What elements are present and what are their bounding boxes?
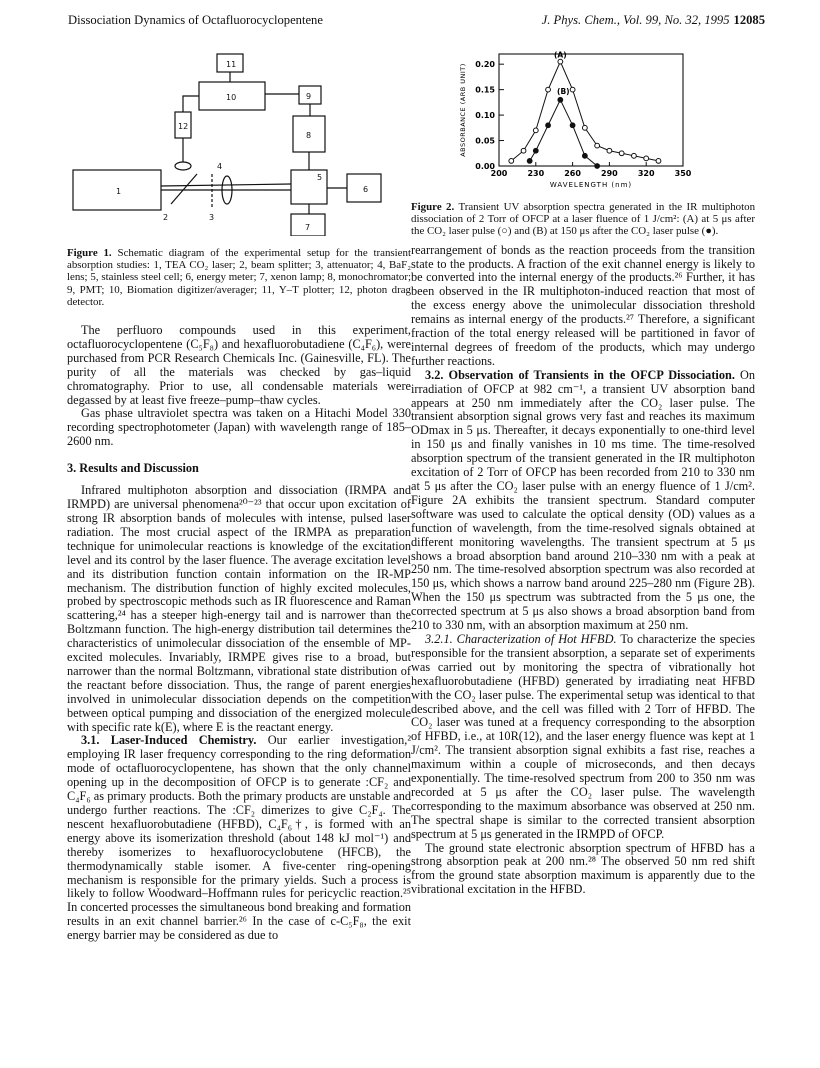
figure-2-caption: Figure 2. Transient UV absorption spectra generated in the IR multiphoton dissociation of 2 Torr of OFCP at a laser fluence of 1 J/cm²: (A) at 5 μs after the CO₂ laser pulse (○) and (B) at 150 μs after the CO₂ laser pulse (●). [411, 201, 756, 238]
paragraph-rearrangement: rearrangement of bonds as the reaction proceeds from the transition state to the products. A fraction of the exit channel energy is likely to be converted into the internal energy of the products.²⁶ Further, it has been observed in the IR multiphoton-induced reaction that most of the excess energy above the unimolecular dissociation threshold remains as internal energy of the products.²⁷ Therefore, a significant fraction of the total energy released will be partitioned in favor of internal degrees of freedom of the products, which may undergo further reactions. [411, 242, 755, 368]
right-column [411, 44, 755, 897]
paragraph-materials: The perfluoro compounds used in this experiment, octafluorocyclopentene (C₅F₈) and hexafluorobutadiene (C₄F₆), were purchased from PCR Research Chemicals Inc. (Gainesville, FL). The purity of all the materials was checked by gas–liquid chromatography. Prior to use, all condensable materials were degassed by at least five freeze–pump–thaw cycles. [67, 323, 411, 407]
page-number: 12085 [733, 13, 765, 27]
label-12: 12 [178, 122, 189, 131]
data-point [546, 123, 551, 128]
x-tick-label: 290 [601, 169, 618, 178]
figure-2 [411, 44, 755, 238]
label-6: 6 [363, 185, 369, 194]
paragraph-spectra: Gas phase ultraviolet spectra was taken on a Hitachi Model 330 recording spectrophotometer (Japan) with wavelength range of 185–2600 nm. [67, 406, 411, 449]
data-point [570, 123, 575, 128]
paragraph-irmpd: Infrared multiphoton absorption and dissociation (IRMPA and IRMPD) are universal phenomena²⁰⁻²³ that occur upon excitation of strong IR absorption bands of molecules with intense, pulsed laser radiation. The most crucial aspect of the IRMPA as preparation technique for unimolecular reactions is knowledge of the excitation level and its control by the laser fluence. The average excitation level and its distribution function contain information on the IR-MP mechanism. The distribution function of highly excited molecules, probed by spectroscopic methods such as IR fluorescence and Raman scattering,²⁴ has a steeper high-energy tail and is narrower than the Boltzmann function. The high-energy distribution tail determines the characteristics of unimolecular dissociation of the ensemble of MP-excited molecules. Invariably, IRMPE gives rise to a broad, but narrower than the normal Boltzmann, vibrational state distribution of the reactant before dissociation. Thus, the range of parent energies involved in unimolecular dissociation depends on the competition between optical pumping and dissociation of the energized molecule with specific rate k(E), where E is the reactant energy. [67, 483, 411, 734]
running-title: Dissociation Dynamics of Octafluorocyclopentene [68, 13, 323, 27]
absorption-chart [411, 44, 755, 192]
data-point [533, 148, 538, 153]
label-7: 7 [305, 223, 311, 232]
label-5: 5 [317, 173, 323, 182]
y-tick-label: 0.20 [475, 60, 495, 70]
series-label-a: (A) [553, 50, 567, 60]
y-axis-label: ABSORBANCE (ARB UNIT) [459, 63, 467, 157]
series-label-b: (B) [557, 86, 570, 96]
label-1: 1 [116, 187, 122, 196]
setup-diagram [67, 44, 411, 236]
paragraph-laser-chemistry: 3.1. Laser-Induced Chemistry. Our earlier investigation,² employing IR laser frequency corresponding to the ring deformation mode of octafluorocyclopentene, has shown that the only channel opening up in the decomposition of OFCP is to generate :CF₂ and C₄F₆ as primary products. Both the primary products are unstable and undergo further reactions. The :CF₂ dimerizes to give C₂F₄. The nescent hexafluorobutadiene (HFBD), C₄F₆†, is formed with an energy above its isomerization threshold (about 148 kJ mol⁻¹) and thereby isomerizes to hexafluorocyclobutene (HFCB), the thermodynamically stable isomer. A five-center ring-opening mechanism is responsible for the primary yields. Such a process is likely to follow Woodward–Hoffmann rules for pericyclic reaction.²⁵ In concerted processes the simultaneous bond breaking and formation results in an exit channel barrier.²⁶ In the case of c-C₅F₈, the exit energy barrier may be considered as due to [67, 733, 411, 943]
paragraph-transients: 3.2. Observation of Transients in the OFCP Dissociation. On irradiation of OFCP at 982 cm⁻¹, a transient UV absorption band appears at 250 nm immediately after the CO₂ laser pulse. The transient absorption signal grows very fast and reaches its maximum ODmax in 5 μs. Thereafter, it decays exponentially to one-third level in 150 μs and finally vanishes in 10 ms time. The time-resolved absorption spectrum of the transient generated in the IR multiphoton excitation of 2 Torr of OFCP has been recorded from 210 to 330 nm at 5 μs after the CO₂ laser pulse with an energy fluence of 1 J/cm². Figure 2A exhibits the transient spectrum. Standard computer software was used to calculate the optical density (OD) values as a function of wavelength, from the time-resolved signals obtained at different monitoring wavelengths. The transient spectrum at 5 μs shows a broad absorption band around 210–330 nm with a peak at 250 nm. The time-resolved absorption spectrum was also recorded at 150 μs, which shows a narrow band around 225–280 nm (Figure 2B). When the 150 μs spectrum was subtracted from the 5 μs one, the corrected spectrum at 5 μs also shows a broad absorption band from 210 to 330 nm, with an absorption maximum at 250 nm. [411, 367, 755, 633]
x-tick-label: 200 [490, 169, 508, 178]
y-tick-label: 0.10 [475, 111, 495, 121]
data-point [582, 153, 587, 158]
data-point [509, 159, 514, 164]
y-tick-label: 0.00 [475, 162, 495, 171]
data-point [527, 159, 532, 164]
journal-citation: J. Phys. Chem., Vol. 99, No. 32, 1995 12085 [541, 13, 765, 27]
label-8: 8 [306, 131, 312, 140]
x-tick-label: 230 [527, 169, 545, 178]
data-point [632, 153, 637, 158]
label-10: 10 [226, 93, 237, 102]
section-heading-results: 3. Results and Discussion [67, 461, 199, 476]
plot-frame [499, 54, 683, 166]
x-axis-label: WAVELENGTH (nm) [549, 181, 633, 189]
data-point [558, 97, 563, 102]
data-point [533, 128, 538, 133]
data-point [656, 159, 661, 164]
data-point [644, 156, 649, 161]
figure-1 [67, 44, 411, 308]
data-point [521, 148, 526, 153]
label-2: 2 [163, 213, 169, 222]
label-3: 3 [209, 213, 215, 222]
paragraph-hot-hfbd: 3.2.1. Characterization of Hot HFBD. To characterize the species responsible for the transient absorption, a separate set of experiments was carried out by monitoring the spectra of vibrationally hot hexafluorobutadiene (HFBD) generated by irradiating neat HFBD with the CO₂ laser pulse. The experimental setup was identical to that described above, and the cell was filled with 2 Torr of HFBD. The CO₂ laser was tuned at a frequency corresponding to the absorption of HFBD, i.e., at 10R(12), and the laser energy fluence was kept at 1 J/cm². The transient absorption signal exhibits a fast rise, reaches a maximum within a couple of microseconds, and then decays exponentially. The time-resolved spectrum from 200 to 350 nm was recorded at 5 μs after the CO₂ laser pulse. The wavelength corresponding to the maximum absorbance was observed at 250 nm. The spectral shape is similar to the corrected transient absorption spectrum at 5 μs generated in the IRMPD of OFCP. [411, 631, 755, 841]
label-9: 9 [306, 92, 312, 101]
data-point [570, 87, 575, 92]
data-point [558, 59, 563, 64]
data-point [619, 151, 624, 156]
data-point [595, 164, 600, 169]
y-tick-label: 0.05 [475, 136, 495, 146]
label-4: 4 [217, 162, 223, 171]
x-tick-label: 260 [564, 169, 581, 178]
label-11: 11 [226, 60, 237, 69]
data-point [582, 125, 587, 130]
x-tick-label: 320 [637, 169, 655, 178]
data-point [595, 143, 600, 148]
paragraph-ground-state: The ground state electronic absorption spectrum of HFBD has a strong absorption peak at 200 nm.²⁸ The observed 50 nm red shift from the ground state absorption maximum is apparently due to the vibrational excitation in the HFBD. [411, 840, 755, 897]
data-point [546, 87, 551, 92]
x-tick-label: 350 [674, 169, 692, 178]
figure-1-caption: Figure 1. Schematic diagram of the experimental setup for the transient absorption studies: 1, TEA CO₂ laser; 2, beam splitter; 3, attenuator; 4, BaF₂ lens; 5, stainless steel cell; 6, energy meter; 7, xenon lamp; 8, monochromator; 9, PMT; 10, Biomation digitizer/averager; 11, Y–T plotter; 12, photon drag detector. [67, 247, 411, 308]
series-line-a [511, 62, 658, 161]
data-point [607, 148, 612, 153]
left-column [67, 44, 411, 943]
y-tick-label: 0.15 [475, 85, 495, 95]
